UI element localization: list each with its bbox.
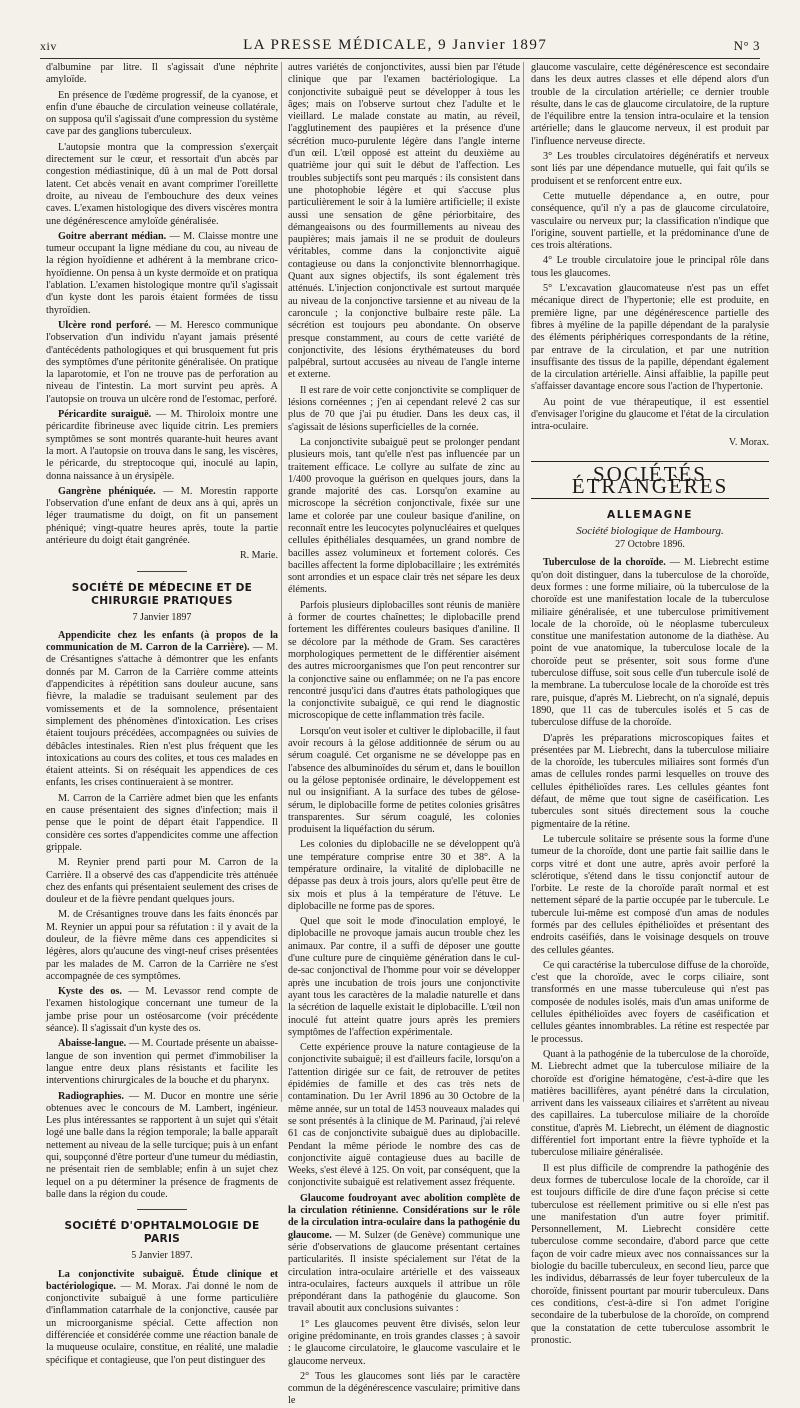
section-heading: SOCIÉTÉ DE MÉDECINE ET DE CHIRURGIE PRATIQUES [71, 581, 253, 607]
author-signature: R. Marie. [239, 550, 278, 562]
article-text: — M. Sulzer (de Genève) communique une série d'observations de glaucome présentant certaines particularités. Il insiste spécialement sur l'état de la circulation intra-oculaire artérielle et des vaisseaux intra-oculaires, facteurs auxquels il attribue un rôle prépondérant dans la pathogénie du glaucome. Son travail aboutit aux conclusions suivantes : [288, 1229, 520, 1315]
paragraph: M. Carron de la Carrière admet bien que les enfants en cause présentaient des signes d'infection; mais il pense que le point de départ était l'appendice. Il considère ces sortes d'appendicites comme une affection grippale. [46, 792, 278, 853]
country-heading: ALLEMAGNE [607, 508, 693, 521]
paragraph: Il est rare de voir cette conjonctivite se compliquer de lésions cornéennes ; j'en ai cependant relevé 2 cas sur plus de 70 que j'ai pu étudier. Dans les deux cas, il s'agissait de lésions superficielles de la cornée. [288, 384, 520, 433]
article-title: Kyste des os. [58, 986, 122, 998]
article-text: — M. Ducor en montre une série obtenues avec le concours de M. Lambert, ingénieur. Les plus intéressantes se rapportent à un sujet qui s'était logé une balle dans la région temporale; la balle apparaît nettement au niveau de la selle turcique; puis à un enfant qui, soupçonné d'être porteur d'une tumeur du médiastin, ne présentait rien de semblable; enfin à un sujet chez lequel on a pu déterminer la présence de fragments de balle dans la région du coude. [46, 1090, 278, 1200]
article-text: — M. de Crésantignes s'attache à démontrer que les enfants donnés par M. Carron de la Carrière comme atteints d'appendicites à répétition sans douleur aucune, sans fièvre, la maladie se traduisant seulement par des vomissements et de la somnolence, présentaient simplement des phénomènes d'intoxication. Les crises étaient toujours précédées, accompagnées ou suivies de débâcles intestinales. Rien n'est plus fréquent que les intoxications au cours des colites, et tous ces malades en étaient atteints. Si on réséquait les appendices de ces enfants, les crises continueraient à se montrer. [46, 642, 278, 789]
conclusion-item: 4° Le trouble circulatoire joue le principal rôle dans tous les glaucomes. [531, 255, 769, 279]
article-text: — M. Levassor rend compte de l'examen histologique concernant une tumeur de la jambe prise pour un ostéosarcome (voir précédente séance). Il s'agissait d'un kyste des os. [46, 986, 278, 1035]
column-2 [288, 62, 520, 1407]
article-title: Péricardite suraiguë. [58, 409, 152, 421]
section-date: 5 Janvier 1897. [131, 1250, 193, 1262]
article-text: — M. Morestin rapporte l'observation d'une enfant de deux ans à qui, après un léger traumatisme du doigt, on fit un pansement phéniqué; vingt-quatre heures après, toute la partie antérieure du doigt était gangrénée. [46, 485, 278, 546]
conclusion-item: 2° Tous les glaucomes sont liés par le caractère commun de la dégénérescence vasculaire; primitive dans le [288, 1370, 520, 1407]
article-title: La conjonctivite subaiguë. Étude clinique et bactériologique. [46, 1268, 278, 1292]
paragraph: Lorsqu'on veut isoler et cultiver le diplobacille, il faut avoir recours à la gélose additionnée de sérum ou au sérum coagulé. Cet organisme ne se développe pas en l'absence des albuminoïdes du sérum et, dans le bouillon ou la gélose peptonisée ordinaire, le développement est nul ou insignifiant. A la surface des tubes de gélose-sérum, le diplobacille forme de petites colonies grisâtres transparentes. Sur sérum coagulé, les colonies produisent la liquéfaction du sérum. [288, 725, 520, 836]
article-title: Gangrène phéniquée. [58, 485, 156, 497]
separator-rule [137, 1209, 187, 1210]
paragraph: Cette expérience prouve la nature contagieuse de la conjonctivite subaiguë; il est d'ailleurs facile, lorsqu'on a l'attention dirigée sur ce fait, de retrouver de petites épidémies de famille et des cas très nets de contamination. Du 1er Avril 1896 au 30 Octobre de la même année, sur un total de 1453 nouveaux malades qui se sont présentés à la clinique de M. Parinaud, j'ai relevé 61 cas de conjonctivite subaiguë dues au diplobacille. Pendant la même période le nombre des cas de conjonctivite aiguë contagieuse dues au bacille de Weeks, s'est élevé à 125. On voit, par conséquent, que la conjonctivite subaiguë est relativement assez fréquente. [288, 1042, 520, 1189]
paragraph: glaucome vasculaire, cette dégénérescence est secondaire dans les deux autres classes et elle dépend alors d'un trouble de la circulation artérielle; ce dernier trouble résulte, dans le cas de glaucome circulatoire, de la rupture de l'équilibre entre la tension intra-oculaire et la tension artérielle; dans le glaucome nerveux, il est produit par l'influence nerveuse directe. [531, 62, 769, 147]
paragraph: Les colonies du diplobacille ne se développent qu'à une température comprise entre 30 et 38°. A la température ordinaire, la vitalité de diplobacille ne dépasse pas deux à trois jours, alors qu'elle peut être de six mois et plus à la température de l'étuve. Le diplobacille ne forme pas de spores. [288, 839, 520, 912]
article-tuberculose [531, 557, 769, 729]
article-text: — M. Morax. J'ai donné le nom de conjonctivite subaiguë à une forme particulière d'inflammation catarrhale de la conjonctive, causée par un microorganisme spécial. Cette affection non différenciée et considérée comme une réaction banale de la muqueuse oculaire, constitue, en réalité, une maladie spécifique et contagieuse, que l'on peut distinguer des [46, 1280, 278, 1366]
article-title: Abaisse-langue. [58, 1038, 127, 1050]
society-name: Société biologique de Hambourg. [576, 524, 724, 537]
paragraph: En présence de l'œdème progressif, de la cyanose, et enfin d'une ébauche de circulation veineuse collatérale, on supposa qu'il s'agissait d'une compression du système cave par des ganglions tuberculeux. [46, 89, 278, 138]
column-1 [46, 62, 279, 1366]
issue-number: N° 3 [733, 38, 760, 53]
paragraph: Il est plus difficile de comprendre la pathogénie des deux formes de tuberculose locale de la choroïde, car il est toujours difficile de dire d'une façon précise si cette tuberculose est réellement primitive ou si elle n'est pas une manifestation d'un autre foyer primitif. Personnellement, M. Liebrecht considère cette tuberculose comme secondaire, d'abord parce que cette façon de voir cadre mieux avec nos connaissances sur la biologie du bacille tuberculeux, en second lieu, parce que les individus, débarrassés de leur foyer tuberculeux de la choroïde, finissent pourtant par mourir tuberculeux. Dans ces conditions, c'est-à-dire si l'on admet l'origine secondaire de la tuberbulose de la choroïde, on comprend que la constatation de cette tuberculose assombrit le pronostic. [531, 1162, 769, 1346]
page-header [40, 30, 760, 59]
article-gangrene [46, 486, 278, 547]
column-3 [531, 62, 769, 1346]
section-date: 7 Janvier 1897 [132, 611, 192, 623]
article-title: Tuberculose de la choroïde. [543, 557, 666, 569]
article-text: — M. Thiroloix montre une péricardite fibrineuse avec liquide citrin. Les premiers symptômes se sont montrés quarante-huit heures avant la mort. A l'autopsie on trouva dans le sang, les viscères, le péricarde, du streptocoque qui, inoculé au lapin, donna naissance à un érysipèle. [46, 409, 278, 482]
paragraph: Quel que soit le mode d'inoculation employé, le diplobacille ne provoque jamais aucun trouble chez les animaux. Par contre, il a suffi de déposer une goutte d'une culture pure de cinquième génération dans le cul-de-sac conjonctival de l'homme pour voir se développer après une incubation de trois jours une conjonctivite ayant tous les caractères de la maladie naturelle et dans la sécrétion de laquelle existait le diplobacille. L'œil non inoculé fut atteint quatre jours après les premiers symptômes de l'affection expérimentale. [288, 916, 520, 1038]
article-title: Radiographies. [58, 1090, 124, 1102]
conclusion-item: 5° L'excavation glaucomateuse n'est pas un effet mécanique direct de l'hypertonie; elle est produite, en première ligne, par une dégénérescence partielle des fibres à myéline de la papille dépendant de la paralysie des éléments périphériques correspondants de la rétine, par entrave de la circulation, et par une nutrition insuffisante des tissus de la papille, dépendant également de la circulation artérielle. Ainsi affaiblie, la papille peut s'affaisser davantage encore sous l'action de l'hypertonie. [531, 283, 769, 393]
paragraph: M. de Crésantignes trouve dans les faits énoncés par M. Reynier un appui pour sa réfutation : il y avait de la douleur, de la fièvre même dans ces appendicites si légères, alors qu'aucune des vingt-neuf crises présentées par les malades de M. Carron de la Carrière ne s'est accompagnée de ces symptômes. [46, 909, 278, 982]
article-conjonctivite [46, 1269, 278, 1367]
article-goitre [46, 231, 278, 317]
column-divider [281, 62, 282, 1102]
article-text: — M. Liebrecht estime qu'on doit distinguer, dans la tuberculose de la choroïde, deux formes : une forme miliaire, où la tuberculose de la choroïde est une manifestation locale de la tuberculose miliaire généralisée, et une tuberculose primitivement locale de la choroïde, où le néoplasme tuberculeux constitue une manifestation autonome de la diathèse. Au point de vue anatomique, la tuberculose locale de la choroïde peut se présenter, soit sous forme d'une tuberculose diffuse, soit sous celle d'un tubercule isolé de la membrane. La tuberculose locale de la choroïde est très rare, puisque, d'après M. Liebrecht, on n'a signalé, depuis 1890, que 11 cas de tubercules isolés et 5 cas de tuberculose diffuse de la choroïde. [531, 557, 769, 729]
article-appendicite [46, 630, 278, 790]
article-title: Appendicite chez les enfants (à propos de la communication de M. Carron de la Carrière). [46, 629, 278, 654]
paragraph: Quant à la pathogénie de la tuberculose de la choroïde, M. Liebrecht admet que la tuberculose miliaire de la choroïde est d'origine hématogène, c'est-à-dire que les matières bacillifères, ayant pénétré dans la circulation, arrivent dans les vaisseaux ciliaires et s'arrêtent au niveau des capillaires. La tuberculose miliaire de la choroïde constitue, d'après M. Liebrecht, un élément de diagnostic différentiel fort important entre la fièvre typhoïde et la tuberculose miliaire généralisée. [531, 1048, 769, 1159]
article-pericardite [46, 409, 278, 483]
paragraph: d'albumine par litre. Il s'agissait d'une néphrite amyloïde. [46, 62, 278, 86]
section-date: 27 Octobre 1896. [615, 539, 685, 551]
conclusion-item: 3° Les troubles circulatoires dégénératifs et nerveux sont liés par une dépendance mutuelle, qui fait qu'ils se produisent et se renforcent entre eux. [531, 151, 769, 187]
paragraph: La conjonctivite subaiguë peut se prolonger pendant plusieurs mois, tant qu'elle n'est pas influencée par un traitement efficace. Le collyre au sulfate de zinc au 1/400 provoque la guérison en quelques jours, dans la grande majorité des cas. Lorsqu'on examine au microscope la sécrétion conjonctivale, fixée sur une lame et colorée par une couleur basique d'aniline, on reconnaît entre les leucocytes polynucléaires et quelques cellules épithéliales desquamées, un grand nombre de bacilles assez volumineux et fortement colorés. Ces bacilles affectent la forme diplobacillaire ; les extrémités sont arrondies et un espace clair très net sépare les deux éléments. [288, 436, 520, 596]
column-divider [523, 62, 524, 1102]
article-text: — M. Courtade présente un abaisse-langue de son invention qui permet d'immobiliser la langue entre deux plans résistants et facilite les interventions chirurgicales de la bouche et du pharynx. [46, 1038, 278, 1087]
paragraph: Cette mutuelle dépendance a, en outre, pour conséquence, qu'il n'y a pas de glaucome circulatoire, vasculaire ou nerveux pur; la classification n'indique que l'origine, souvent partielle, et la prédominance d'une de ces trois altérations. [531, 190, 769, 252]
article-title: Ulcère rond perforé. [58, 319, 151, 331]
article-abaisse-langue [46, 1038, 278, 1087]
article-kyste [46, 986, 278, 1035]
article-text: — M. Claisse montre une tumeur occupant la ligne médiane du cou, au niveau de la région hyoïdienne et adhérent à la membrane crico-hyoïdienne. On pensa à un kyste dermoïde et on pratiqua l'ablation. L'examen histologique montre qu'il s'agissait d'un kyste dont les parois étaient formées de tissu thyroïdien. [46, 230, 278, 316]
paragraph: L'autopsie montra que la compression s'exerçait directement sur le cœur, et ressortait d'un abcès par congestion médiastinique, dû à un mal de Pott dorsal latent. Cet abcès venait en avant comprimer l'oreillette droite, au niveau de l'embouchure des deux veines caves. L'examen histologique des divers viscères montra une dégénérescence amyloïde généralisée. [46, 141, 278, 227]
article-radiographies [46, 1091, 278, 1202]
paragraph: D'après les préparations microscopiques faites et présentées par M. Liebrecht, dans la tuberculose miliaire de la choroïde, les tubercules miliaires sont formés d'un amas de cellules rondes parmi lesquelles on trouve des cellules épithélioïdes rares. Les cellules géantes font défaut, de même que tout signe de caséification. Les tubercules sont situés directement sous la couche pigmentaire de la rétine. [531, 732, 769, 830]
section-banner: SOCIÉTÉS ÉTRANGÈRES [531, 461, 769, 499]
paragraph: autres variétés de conjonctivites, aussi bien par l'étude clinique que par l'examen bactériologique. La conjonctivite subaiguë peut se développer à tous les âges; mais on l'observe surtout chez l'adulte et le vieillard. Le malade constate au matin, au réveil, l'agglutinement des paupières et la présence d'une sécrétion muco-purulente légère dans l'angle interne d'un œil. L'œil opposé est atteint du deuxième au quatrième jour qui suit le début de l'affection. Les troubles subjectifs sont peu marqués : ils consistent dans une photophobie légère et qui s'accuse plus particulièrement le soir à la lumière artificielle; il existe aussi une sensation de gêne périorbitaire, des démangeaisons ou des fourmillements au niveau des paupières; mais jamais il ne se produit de douleurs véritables, comme dans la conjonctivite aiguë contagieuse ou dans la conjonctivite blennorrhagique. Quant aux signes objectifs, ils sont également très atténués. L'injection conjonctivale est surtout marquée au niveau de la conjonctive tarsienne et au niveau de la caroncule ; la conjonctive bulbaire reste pâle. La sécrétion est toujours peu abondante. On observe presque constamment, au cours de cette variété de conjonctivite, des lésions érythémateuses du bord palpébral, surtout accusées au niveau de l'angle interne et externe. [288, 62, 520, 381]
paragraph: Le tubercule solitaire se présente sous la forme d'une tumeur de la choroïde, dont une partie fait saillie dans le corps vitré et dont une autre, après avoir perforé la sclérotique, s'étend dans le tissu conjonctif autour de l'orbite. Le reste de la choroïde paraît normal et est nettement séparé de la partie occupée par le tubercule. Le tubercule lui-même est composé d'un amas de nodules formés par des cellules épithélioïdes et présentant des endroits caséifiés, dans le voisinage desquels on trouve des cellules géantes. [531, 833, 769, 956]
paragraph: Ce qui caractérise la tuberculose diffuse de la choroïde, c'est que la choroïde, avec le corps ciliaire, sont transformés en une masse tuberculeuse qui n'est pas composée de nodules isolés, mais d'un amas uniforme de cellules épithélioïdes avec foyers de caséification et cellules géantes innombrables. La rétine est respectée par le processus. [531, 959, 769, 1045]
paragraph: Au point de vue thérapeutique, il est essentiel d'envisager l'origine du glaucome et l'état de la circulation intra-oculaire. [531, 396, 769, 433]
paragraph: Parfois plusieurs diplobacilles sont réunis de manière à former de courtes chaînettes; le diplobacille prend fortement les différentes couleurs basiques d'aniline. Il se décolore par la méthode de Gram. Ses caractères morphologiques permettent de le différentier aisément des autres microorganismes que l'on peut rencontrer sur la conjonctive saine ou enflammée; on ne l'a pas encore rencontré jusqu'ici dans d'autres états pathologiques que la conjonctivite subaiguë, ce qui rend le diagnostic microscopique de cette inflammation très facile. [288, 599, 520, 722]
page-number: xiv [40, 39, 57, 53]
journal-title: LA PRESSE MÉDICALE, 9 Janvier 1897 [243, 37, 548, 53]
separator-rule [137, 571, 187, 572]
article-ulcere [46, 320, 278, 406]
article-title: Glaucome foudroyant avec abolition complète de la circulation rétinienne. Considérations sur le rôle de la circulation intra-oculaire dans la pathogénie du glaucome. [288, 1192, 520, 1241]
paragraph: M. Reynier prend parti pour M. Carron de la Carrière. Il a observé des cas d'appendicite très atténuée chez des enfants qui présentaient seulement des crises de douleur et de la fièvre pendant quelques jours. [46, 857, 278, 906]
conclusion-item: 1° Les glaucomes peuvent être divisés, selon leur origine prédominante, en trois grandes classes ; à savoir : le glaucome circulatoire, le glaucome vasculaire et le glaucome nerveux. [288, 1318, 520, 1367]
author-signature: V. Morax. [728, 436, 769, 448]
article-title: Goitre aberrant médian. [58, 230, 167, 242]
article-text: — M. Heresco communique l'observation d'un individu n'ayant jamais présenté d'antécédents pathologiques et qui brusquement fut pris des symptômes d'une péritonite généralisée. On pratique la laparotomie, et l'on ne trouve pas de perforation au niveau de l'intestin. La mort survint peu après. A l'autopsie on trouva un ulcère rond de l'estomac, perforé. [46, 319, 279, 405]
section-heading: SOCIÉTÉ D'OPHTALMOLOGIE DE PARIS [64, 1220, 260, 1246]
article-glaucome [288, 1193, 520, 1316]
